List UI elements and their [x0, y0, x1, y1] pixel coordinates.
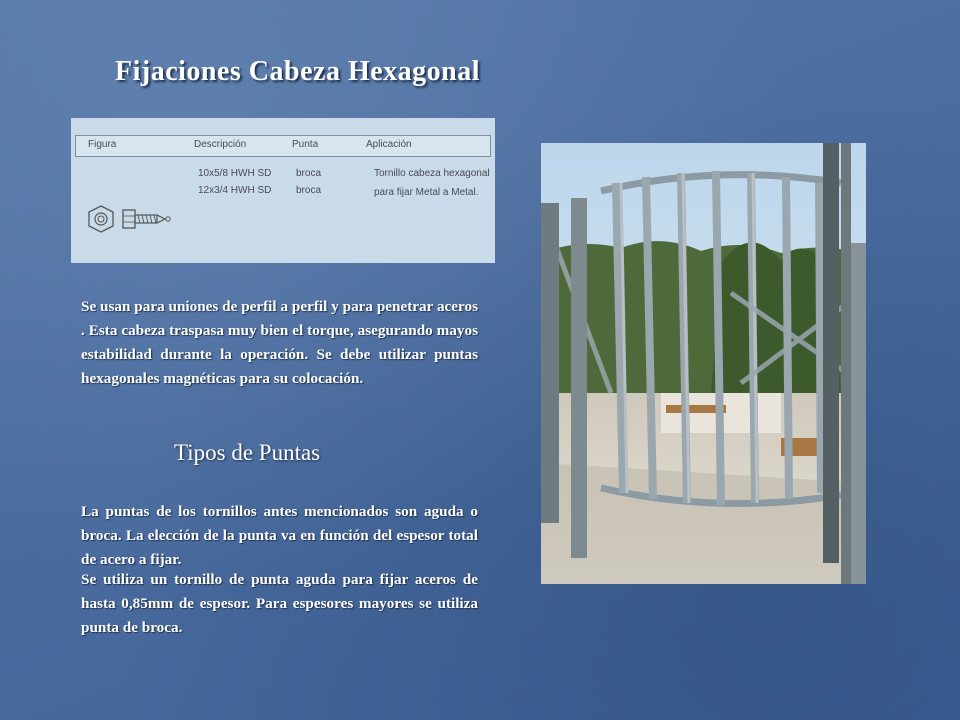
header-descripcion: Descripción	[194, 139, 247, 150]
slide-title: Fijaciones Cabeza Hexagonal	[115, 56, 481, 87]
row2-punta: broca	[296, 185, 322, 196]
row1-descripcion: 10x5/8 HWH SD	[198, 168, 272, 179]
intro-paragraph: Se usan para uniones de perfil a perfil y para penetrar aceros . Esta cabeza traspasa muy bien el torque, asegurando mayos estabilidad durante la operación. Se debe utilizar puntas hexagonales magnéticas para su colocación.	[81, 298, 478, 387]
aplicacion-line1: Tornillo cabeza hexagonal	[374, 168, 490, 179]
aplicacion-line2: para fijar Metal a Metal.	[374, 187, 479, 198]
header-punta: Punta	[292, 139, 319, 150]
tip-types-paragraph: La puntas de los tornillos antes mencionados son aguda o broca. La elección de la punta va en función del espesor total de acero a fijar.	[81, 503, 478, 568]
hex-screw-figure-icon	[87, 204, 177, 244]
tip-usage-paragraph: Se utiliza un tornillo de punta aguda para fijar aceros de hasta 0,85mm de espesor. Para espesores mayores se utiliza punta de broca.	[81, 571, 478, 636]
header-figura: Figura	[88, 139, 117, 150]
spec-table-header	[75, 135, 491, 157]
row2-descripcion: 12x3/4 HWH SD	[198, 185, 272, 196]
row1-punta: broca	[296, 168, 322, 179]
section-subtitle: Tipos de Puntas	[174, 440, 321, 465]
steel-frame-construction-photo	[541, 143, 866, 584]
header-aplicacion: Aplicación	[366, 139, 412, 150]
screw-spec-table	[71, 118, 495, 263]
